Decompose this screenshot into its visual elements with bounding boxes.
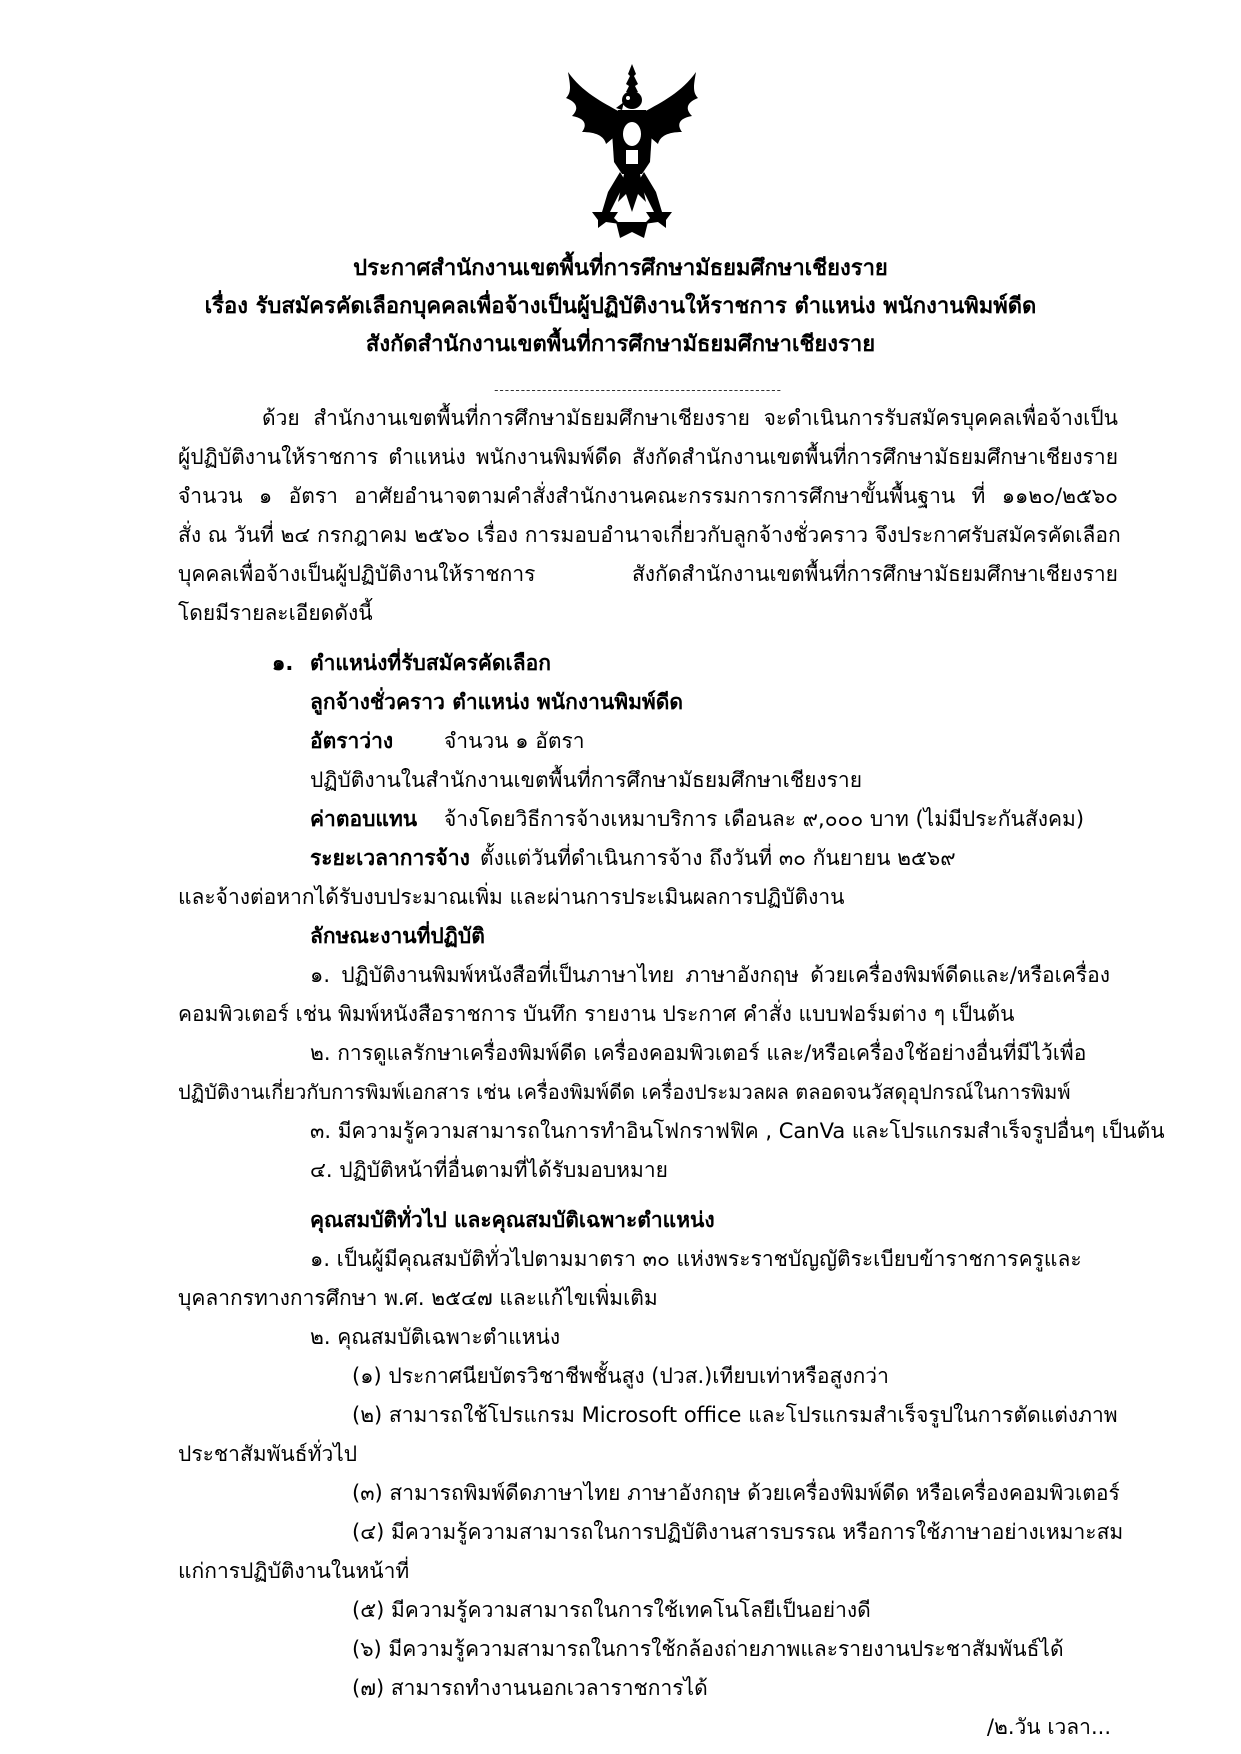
intro-line-4: สั่ง ณ วันที่ ๒๔ กรกฎาคม ๒๕๖๐ เรื่อง การมอบอำนาจเกี่ยวกับลูกจ้างชั่วคราว จึงประกาศรับสมัครคัดเลือก — [178, 523, 1121, 547]
announcement-title: ประกาศสำนักงานเขตพื้นที่การศึกษามัธยมศึกษาเชียงราย — [353, 256, 888, 281]
specific-qualification-3: (๓) สามารถพิมพ์ดีดภาษาไทย ภาษาอังกฤษ ด้วยเครื่องพิมพ์ดีด หรือเครื่องคอมพิวเตอร์ — [352, 1481, 1120, 1505]
page-continuation: /๒.วัน เวลา... — [986, 1715, 1111, 1739]
intro-line-6: โดยมีรายละเอียดดังนี้ — [178, 601, 373, 625]
specific-qualification-1: (๑) ประกาศนียบัตรวิชาชีพชั้นสูง (ปวส.)เทียบเท่าหรือสูงกว่า — [352, 1364, 889, 1388]
section1-number: ๑. — [272, 651, 294, 675]
period-value: ตั้งแต่วันที่ดำเนินการจ้าง ถึงวันที่ ๓๐ กันยายน ๒๕๖๙ — [480, 846, 956, 870]
duty-1-line-2: คอมพิวเตอร์ เช่น พิมพ์หนังสือราชการ บันทึก รายงาน ประกาศ คำสั่ง แบบฟอร์มต่าง ๆ เป็นต้น — [178, 1002, 1015, 1026]
duty-2-line-2: ปฏิบัติงานเกี่ยวกับการพิมพ์เอกสาร เช่น เครื่องพิมพ์ดีด เครื่องประมวลผล ตลอดจนวัสดุอุปกรณ์ในการพิมพ์ — [178, 1080, 1071, 1104]
section1-title: ตำแหน่งที่รับสมัครคัดเลือก — [310, 651, 551, 675]
qualification-2: ๒. คุณสมบัติเฉพาะตำแหน่ง — [310, 1325, 561, 1349]
duties-title: ลักษณะงานที่ปฏิบัติ — [310, 924, 485, 948]
announcement-affiliation: สังกัดสำนักงานเขตพื้นที่การศึกษามัธยมศึกษาเชียงราย — [365, 332, 876, 357]
specific-qualification-4-line-1: (๔) มีความรู้ความสามารถในการปฏิบัติงานสารบรรณ หรือการใช้ภาษาอย่างเหมาะสม — [352, 1520, 1124, 1544]
duty-1-line-1: ๑. ปฏิบัติงานพิมพ์หนังสือที่เป็นภาษาไทย ภาษาอังกฤษ ด้วยเครื่องพิมพ์ดีดและ/หรือเครื่อง — [310, 963, 1110, 987]
qualification-1-line-1: ๑. เป็นผู้มีคุณสมบัติทั่วไปตามมาตรา ๓๐ แห่งพระราชบัญญัติระเบียบข้าราชการครูและ — [310, 1247, 1082, 1271]
announcement-subject: เรื่อง รับสมัครคัดเลือกบุคคลเพื่อจ้างเป็นผู้ปฏิบัติงานให้ราชการ ตำแหน่ง พนักงานพิมพ์ดีด — [204, 294, 1037, 319]
position-title: ลูกจ้างชั่วคราว ตำแหน่ง พนักงานพิมพ์ดีด — [310, 690, 684, 714]
qualification-1-line-2: บุคลากรทางการศึกษา พ.ศ. ๒๕๔๗ และแก้ไขเพิ่มเติม — [178, 1286, 658, 1310]
specific-qualification-4-line-2: แก่การปฏิบัติงานในหน้าที่ — [178, 1559, 410, 1583]
period-label: ระยะเวลาการจ้าง — [310, 846, 470, 870]
intro-line-3: จำนวน ๑ อัตรา อาศัยอำนาจตามคำสั่งสำนักงานคณะกรรมการการศึกษาขั้นพื้นฐาน ที่ ๑๑๒๐/๒๕๖๐ — [178, 484, 1118, 508]
garuda-emblem-icon — [562, 62, 702, 240]
workplace: ปฏิบัติงานในสำนักงานเขตพื้นที่การศึกษามัธยมศึกษาเชียงราย — [310, 768, 863, 792]
intro-line-1: ด้วย สำนักงานเขตพื้นที่การศึกษามัธยมศึกษาเชียงราย จะดำเนินการรับสมัครบุคคลเพื่อจ้างเป็น — [262, 406, 1118, 430]
intro-line-5: บุคคลเพื่อจ้างเป็นผู้ปฏิบัติงานให้ราชการ สังกัดสำนักงานเขตพื้นที่การศึกษามัธยมศึกษาเชียงราย — [178, 562, 1118, 586]
duty-4: ๔. ปฏิบัติหน้าที่อื่นตามที่ได้รับมอบหมาย — [310, 1158, 668, 1182]
pay-value: จ้างโดยวิธีการจ้างเหมาบริการ เดือนละ ๙,๐๐๐ บาท (ไม่มีประกันสังคม) — [444, 807, 1085, 831]
specific-qualification-5: (๕) มีความรู้ความสามารถในการใช้เทคโนโลยีเป็นอย่างดี — [352, 1598, 871, 1622]
vacancy-value: จำนวน ๑ อัตรา — [444, 729, 585, 753]
specific-qualification-6: (๖) มีความรู้ความสามารถในการใช้กล้องถ่ายภาพและรายงานประชาสัมพันธ์ได้ — [352, 1637, 1064, 1661]
period-continued: และจ้างต่อหากได้รับงบประมาณเพิ่ม และผ่านการประเมินผลการปฏิบัติงาน — [178, 885, 845, 909]
specific-qualification-7: (๗) สามารถทำงานนอกเวลาราชการได้ — [352, 1676, 708, 1700]
intro-line-2: ผู้ปฏิบัติงานให้ราชการ ตำแหน่ง พนักงานพิมพ์ดีด สังกัดสำนักงานเขตพื้นที่การศึกษามัธยมศึกษาเชียงราย — [178, 445, 1118, 469]
duty-2-line-1: ๒. การดูแลรักษาเครื่องพิมพ์ดีด เครื่องคอมพิวเตอร์ และ/หรือเครื่องใช้อย่างอื่นที่มีไว้เพื่อ — [310, 1041, 1087, 1065]
qualifications-title: คุณสมบัติทั่วไป และคุณสมบัติเฉพาะตำแหน่ง — [310, 1208, 715, 1232]
separator-line: ------------------------------------------------------ — [494, 383, 782, 397]
vacancy-label: อัตราว่าง — [310, 729, 394, 753]
duty-3: ๓. มีความรู้ความสามารถในการทำอินโฟกราฟฟิค , CanVa และโปรแกรมสำเร็จรูปอื่นๆ เป็นต้น — [310, 1119, 1165, 1143]
specific-qualification-2-line-2: ประชาสัมพันธ์ทั่วไป — [178, 1442, 358, 1466]
pay-label: ค่าตอบแทน — [310, 807, 418, 831]
specific-qualification-2-line-1: (๒) สามารถใช้โปรแกรม Microsoft office และโปรแกรมสำเร็จรูปในการตัดแต่งภาพ — [352, 1403, 1118, 1427]
